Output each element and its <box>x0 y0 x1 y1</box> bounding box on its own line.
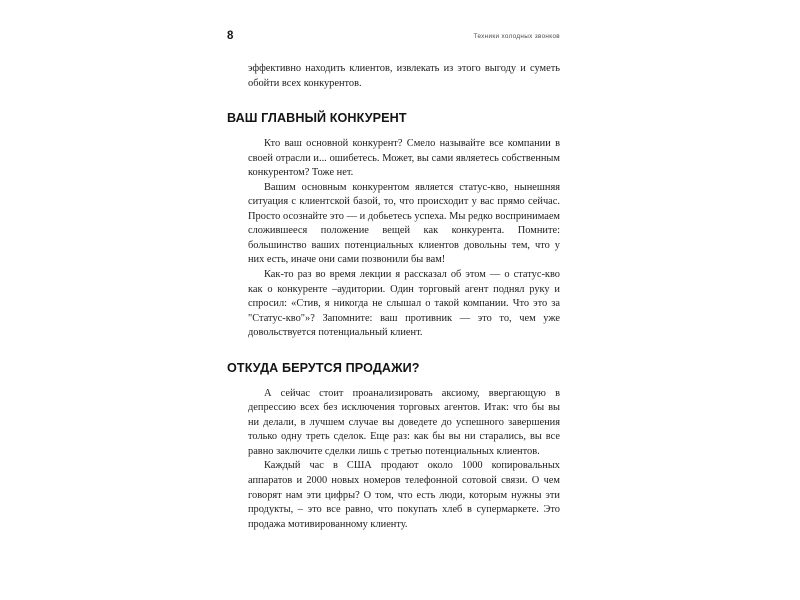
paragraph: Как-то раз во время лекции я рассказал об этом — о статус-кво как о конкуренте –аудитории. Один торговый агент поднял руку и спросил: «Стив, я никогда не слышал о такой компании. Что это за "Статус-кво"»? Запомните: ваш противник — это то, чем уже довольствуется потенциальный клиент. <box>248 269 560 339</box>
paragraph: Каждый час в США продают около 1000 копировальных аппаратов и 2000 новых номеров телефонной сотовой связи. О чем говорят нам эти цифры? О том, что есть люди, которым нужны эти продукты, – это все равно, что покупать хлеб в супермаркете. Это продажа мотивированному клиенту. <box>248 460 560 530</box>
section-heading-2: ОТКУДА БЕРУТСЯ ПРОДАЖИ? <box>227 360 420 375</box>
paragraph: А сейчас стоит проанализировать аксиому, ввергающую в депрессию всех без исключения торговых агентов. Итак: что бы вы ни делали, в лучшем случае вы доведете до успешного завершения только одну треть сделок. Еще раз: как бы вы ни старались, вы все равно заключите сделки лишь с третью потенциальных клиентов. <box>248 387 560 457</box>
text-column <box>227 62 560 532</box>
spacer <box>248 341 560 360</box>
running-head <box>227 30 560 46</box>
opening-paragraph: эффективно находить клиентов, извлекать из этого выгоду и суметь обойти всех конкурентов. <box>248 63 560 89</box>
section-heading-1: ВАШ ГЛАВНЫЙ КОНКУРЕНТ <box>227 111 407 126</box>
running-head-title: Техники холодных звонков <box>473 33 560 40</box>
paragraph: Кто ваш основной конкурент? Смело называйте все компании в своей отрасли и... ошибетесь. Может, вы сами являетесь собственным конкурентом? Тоже нет. <box>248 138 560 179</box>
spacer <box>248 376 560 387</box>
spacer <box>248 126 560 137</box>
page-number: 8 <box>227 30 234 42</box>
spacer <box>248 91 560 110</box>
paragraph: Вашим основным конкурентом является статус-кво, нынешняя ситуация с клиентской базой, то, что происходит у вас прямо сейчас. Просто осознайте это — и добьетесь успеха. Мы редко воспринимаем сложившееся положение вещей как конкурента. Помните: большинство ваших потенциальных клиентов довольны тем, что у них есть, иначе они сами позвонили бы вам! <box>248 181 560 266</box>
